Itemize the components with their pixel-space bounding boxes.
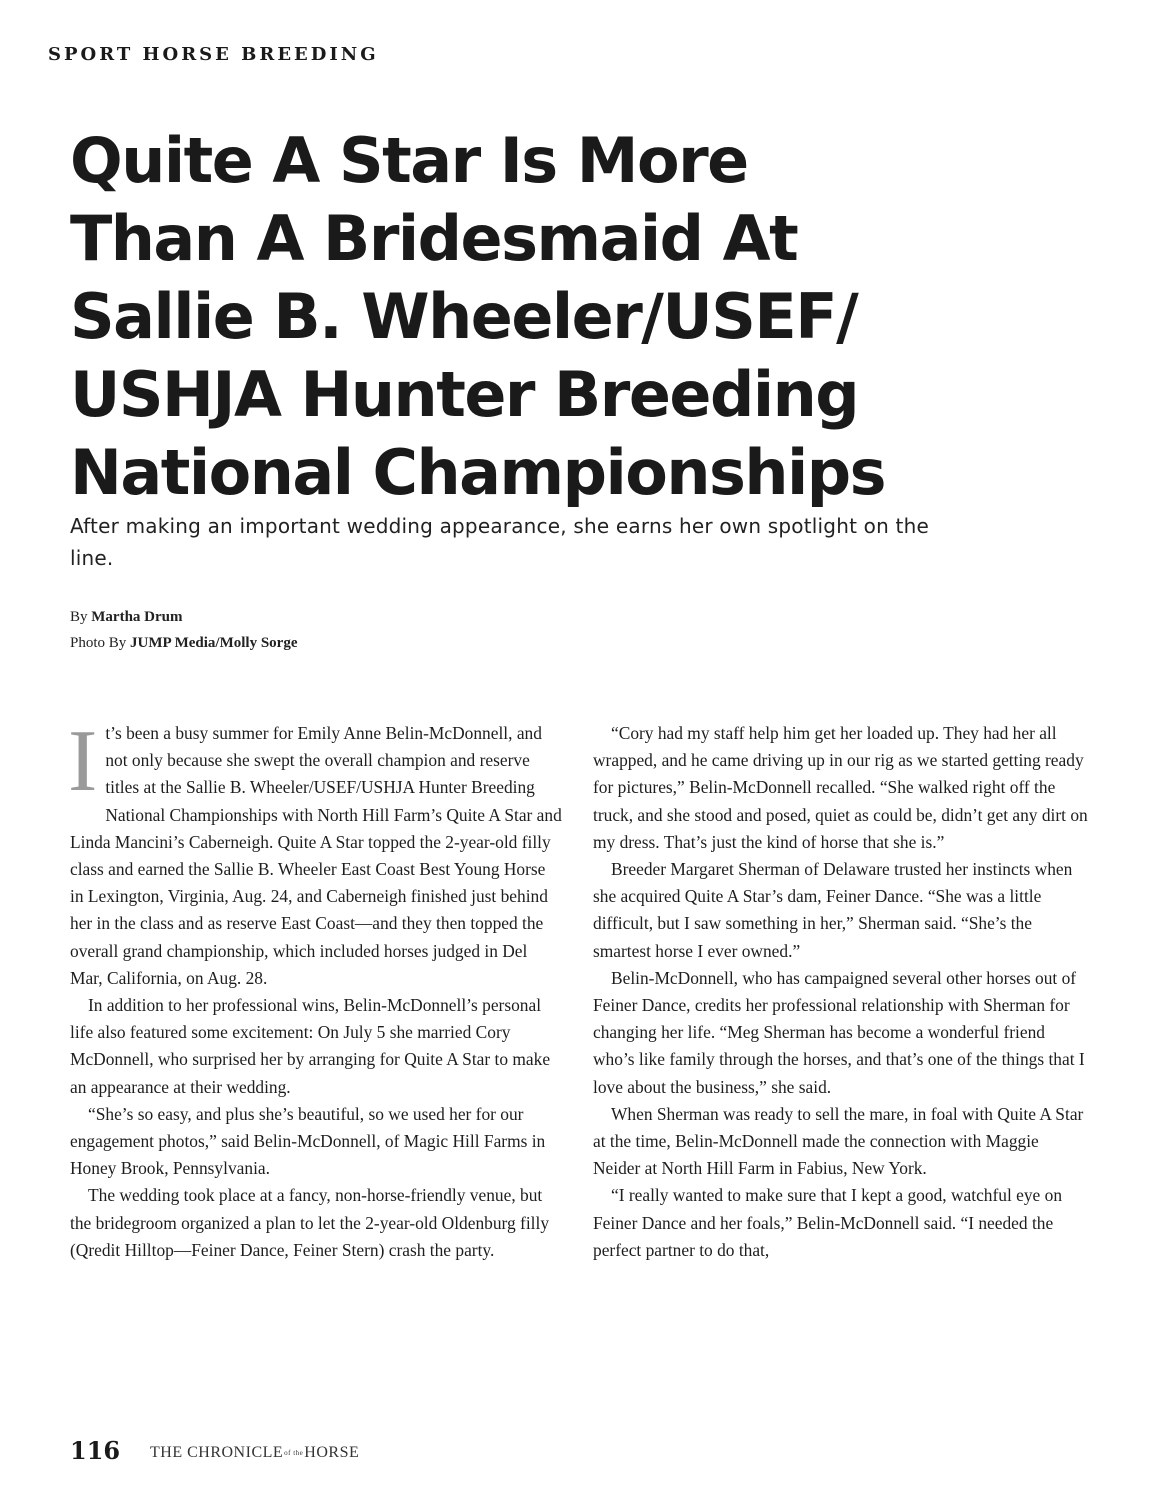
article-paragraph: Belin-McDonnell, who has campaigned several other horses out of Feiner Dance, credits her professional relationship with Sherman for changing her life. “Meg Sherman has become a wonderful friend who’s like family through the horses, and that’s one of the things that I love about the business,” she said. [593,967,1085,1097]
author-credit [70,604,297,630]
headline [70,122,1070,512]
article-paragraph: In addition to her professional wins, Belin-McDonnell’s personal life also featured some excitement: On July 5 she married Cory McDonnell, who surprised her by arranging for Quite A Star to make an appearance at their wedding. [70,995,551,1097]
publication-name [150,1444,359,1462]
headline-line: Than A Bridesmaid At [70,202,798,275]
headline-line: National Championships [70,436,886,509]
article-column-left [68,713,562,1264]
headline-line: Sallie B. Wheeler/USEF/ [70,280,858,353]
byline [70,604,297,656]
pub-name-small: of the [284,1449,304,1458]
drop-cap: I [68,713,98,810]
article-paragraph: “Cory had my staff help him get her loaded up. They had her all wrapped, and he came driving up in our rig as we started getting ready for pictures,” Belin-McDonnell recalled. “She walked right off the truck, and she stood and posed, quiet as could be, didn’t get any dirt on my dress. That’s just the kind of horse that she is.” [593,723,1088,852]
pub-name-part2: HORSE [304,1444,360,1461]
article-paragraph [68,713,562,992]
article-paragraph: The wedding took place at a fancy, non-horse-friendly venue, but the bridegroom organized a plan to let the 2-year-old Oldenburg filly (Qredit Hilltop—Feiner Dance, Feiner Stern) crash the party. [70,1185,550,1260]
article-paragraph: “She’s so easy, and plus she’s beautiful, so we used her for our engagement photos,” said Belin-McDonnell, of Magic Hill Farms in Honey Brook, Pennsylvania. [70,1103,546,1179]
deck-subtitle: After making an important wedding appearance, she earns her own spotlight on the line. [70,514,929,570]
pub-name-part1: THE CHRONICLE [150,1444,284,1461]
article-column-right [593,720,1088,1264]
article-paragraph: Breeder Margaret Sherman of Delaware trusted her instincts when she acquired Quite A Star’s dam, Feiner Dance. “She was a little difficult, but I saw something in her,” Sherman said. “She’s the smartest horse I ever owned.” [593,859,1073,961]
headline-line: Quite A Star Is More [70,124,748,197]
page-number: 116 [70,1436,121,1465]
article-paragraph: “I really wanted to make sure that I kept a good, watchful eye on Feiner Dance and her foals,” Belin-McDonnell said. “I needed the perfect partner to do that, [593,1185,1063,1260]
article-paragraph: When Sherman was ready to sell the mare, in foal with Quite A Star at the time, Belin-McDonnell made the connection with Maggie Neider at North Hill Farm in Fabius, New York. [593,1103,1084,1179]
photo-prefix: Photo By [70,635,127,651]
photo-credit [70,630,297,656]
section-label: SPORT HORSE BREEDING [48,44,379,65]
headline-line: USHJA Hunter Breeding [70,358,859,431]
photographer-name: JUMP Media/Molly Sorge [130,635,298,651]
author-name: Martha Drum [91,609,183,625]
paragraph-text: t’s been a busy summer for Emily Anne Belin-McDonnell, and not only because she swept the overall champion and reserve titles at the Sallie B. Wheeler/USEF/USHJA Hunter Breeding National Championships with North Hill Farm’s Quite A Star and Linda Mancini’s Caberneigh. Quite A Star topped the 2-year-old filly class and earned the Sallie B. Wheeler East Coast Best Young Horse in Lexington, Virginia, Aug. 24, and Caberneigh finished just behind her in the class and as reserve East Coast—and they then topped the overall grand championship, which included horses judged in Del Mar, California, on Aug. 28. [70,723,562,988]
by-prefix: By [70,609,88,625]
